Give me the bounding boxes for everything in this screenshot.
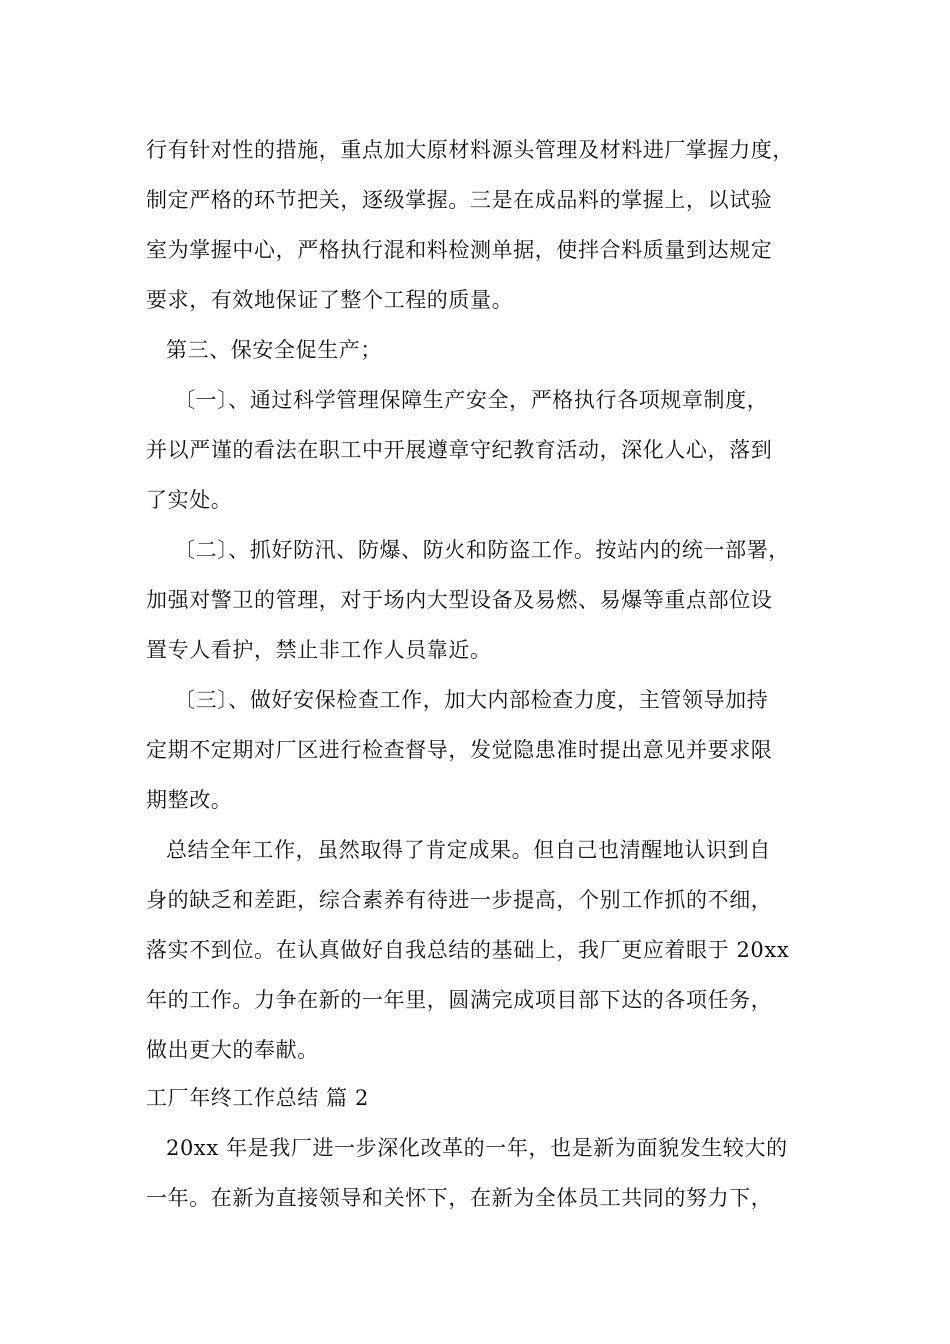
- section-heading: 第三、保安全促生产；: [166, 338, 382, 362]
- article-title: 工厂年终工作总结 篇 2: [146, 1086, 369, 1110]
- paragraph-line: 做出更大的奉献。: [146, 1038, 319, 1062]
- paragraph-line: 了实处。: [146, 488, 233, 512]
- paragraph-line: 要求，有效地保证了整个工程的质量。: [146, 288, 514, 312]
- paragraph-line: 加强对警卫的管理，对于场内大型设备及易燃、易爆等重点部位设: [146, 588, 773, 612]
- paragraph-line: 置专人看护，禁止非工作人员靠近。: [146, 638, 492, 662]
- paragraph-line: 并以严谨的看法在职工中开展遵章守纪教育活动，深化人心，落到: [146, 438, 773, 462]
- paragraph-line: 〔一〕、通过科学管理保障生产安全，严格执行各项规章制度，: [174, 388, 769, 412]
- paragraph-line: 年的工作。力争在新的一年里，圆满完成项目部下达的各项任务，: [146, 988, 773, 1012]
- paragraph-line: 总结全年工作，虽然取得了肯定成果。但自己也清醒地认识到自: [166, 838, 771, 862]
- paragraph-line: 定期不定期对厂区进行检查督导，发觉隐患准时提出意见并要求限: [146, 738, 773, 762]
- paragraph-line: 落实不到位。在认真做好自我总结的基础上，我厂更应着眼于 20xx: [146, 938, 790, 962]
- paragraph-line: 〔二〕、抓好防汛、防爆、防火和防盗工作。按站内的统一部署，: [174, 538, 790, 562]
- paragraph-line: 期整改。: [146, 788, 233, 812]
- paragraph-line: 一年。在新为直接领导和关怀下，在新为全体员工共同的努力下，: [146, 1186, 773, 1210]
- paragraph-line: 〔三〕、做好安保检查工作，加大内部检查力度，主管领导加持: [174, 688, 769, 712]
- paragraph-line: 行有针对性的措施，重点加大原材料源头管理及材料进厂掌握力度，: [146, 138, 794, 162]
- paragraph-line: 20xx 年是我厂进一步深化改革的一年，也是新为面貌发生较大的: [166, 1136, 788, 1160]
- paragraph-line: 身的缺乏和差距，综合素养有待进一步提高，个别工作抓的不细，: [146, 888, 773, 912]
- paragraph-line: 制定严格的环节把关，逐级掌握。三是在成品料的掌握上，以试验: [146, 188, 773, 212]
- paragraph-line: 室为掌握中心，严格执行混和料检测单据，使拌合料质量到达规定: [146, 238, 773, 262]
